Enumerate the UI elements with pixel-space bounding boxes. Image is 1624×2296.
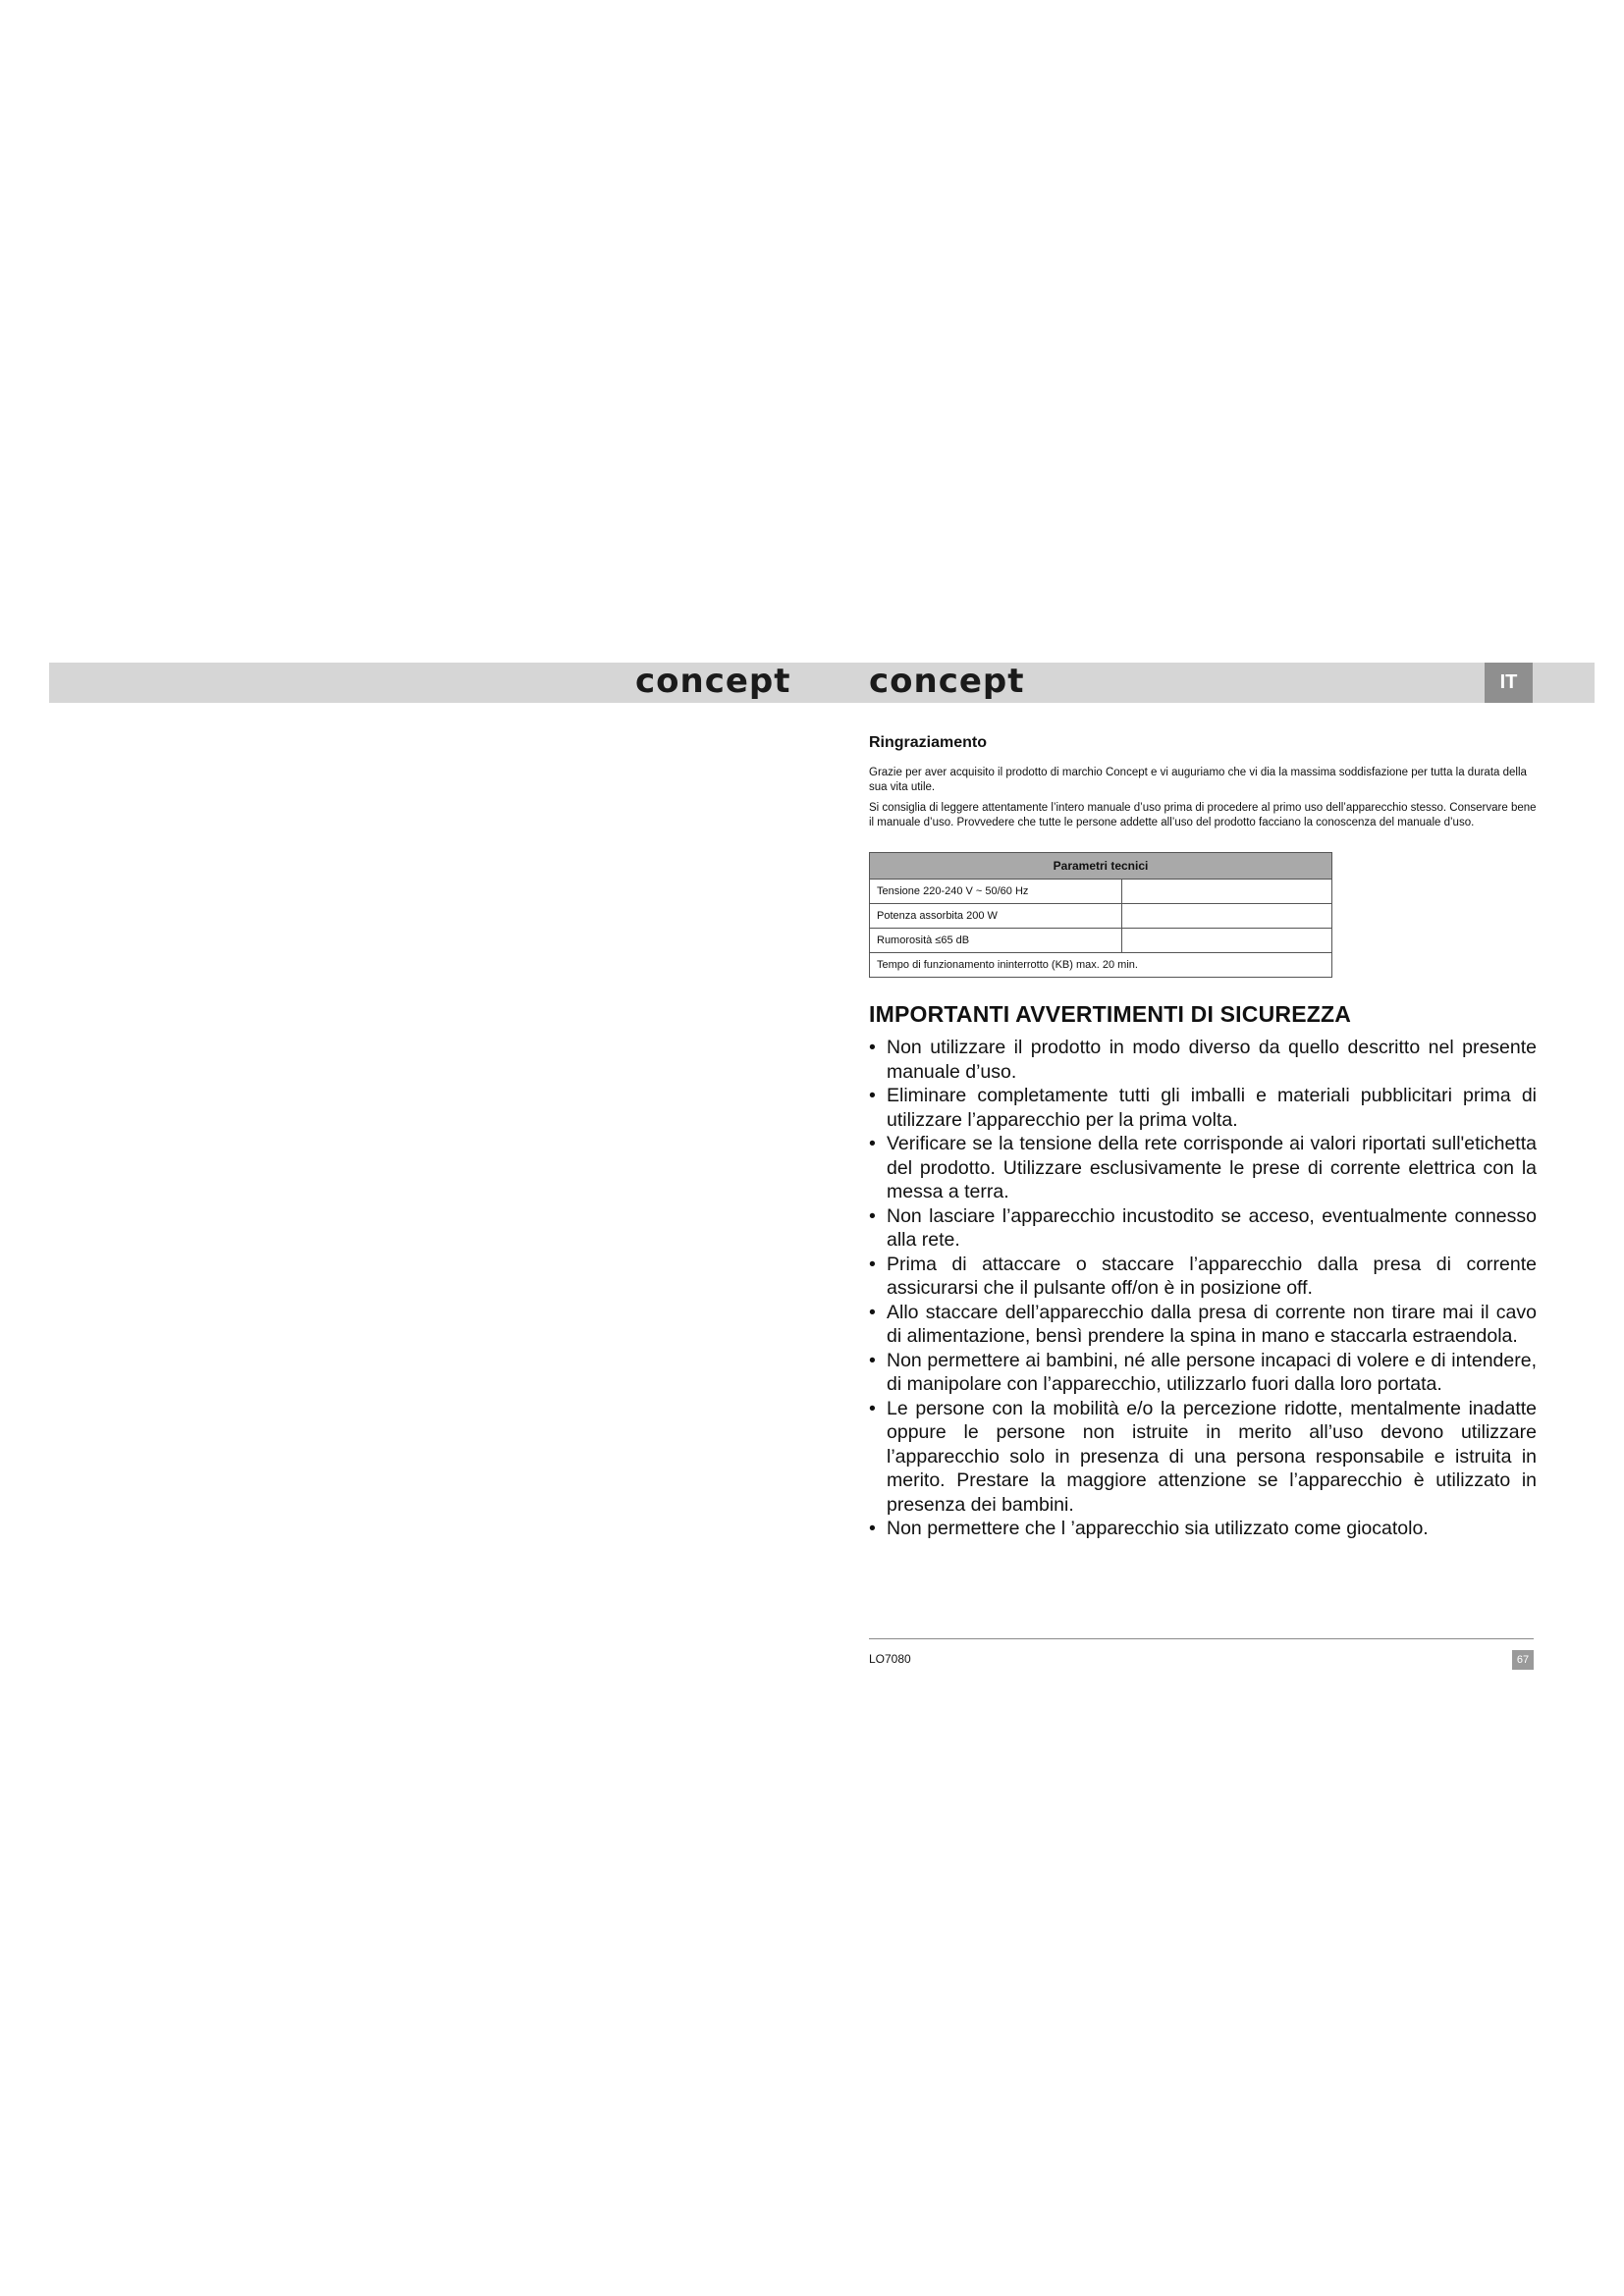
model-number: LO7080 bbox=[869, 1652, 911, 1666]
param-runtime: Tempo di funzionamento ininterrotto (KB) max. 20 min. bbox=[870, 953, 1332, 978]
page-content bbox=[869, 734, 1537, 1541]
param-voltage: Tensione 220-240 V ~ 50/60 Hz bbox=[870, 880, 1122, 904]
list-item: • Prima di attaccare o staccare l’apparecchio dalla presa di corrente assicurarsi che il pulsante off/on è in posizione off. bbox=[869, 1253, 1537, 1301]
intro-paragraph-2: Si consiglia di leggere attentamente l’intero manuale d’uso prima di procedere al primo uso dell’apparecchio stesso. Conservare bene il manuale d’uso. Provvedere che tutte le persone addette all’uso del prodotto facciano la conoscenza del manuale d’uso. bbox=[869, 802, 1537, 828]
language-tab: IT bbox=[1485, 663, 1533, 703]
intro-paragraph-1: Grazie per aver acquisito il prodotto di marchio Concept e vi auguriamo che vi dia la massima soddisfazione per tutta la durata della sua vita utile. bbox=[869, 767, 1527, 793]
header-band bbox=[49, 663, 1595, 703]
technical-parameters-table bbox=[869, 852, 1332, 978]
param-empty-cell bbox=[1122, 929, 1332, 953]
table-row bbox=[870, 953, 1332, 978]
list-item: • Le persone con la mobilità e/o la percezione ridotte, mentalmente inadatte oppure le persone non istruite in merito all’uso devono utilizzare l’apparecchio solo in presenza di una persona responsabile e istruita in merito. Prestare la maggiore attenzione se l’apparecchio è utilizzato in presenza dei bambini. bbox=[869, 1397, 1537, 1518]
param-noise: Rumorosità ≤65 dB bbox=[870, 929, 1122, 953]
page-number: 67 bbox=[1512, 1650, 1534, 1670]
table-row bbox=[870, 929, 1332, 953]
list-item: • Non permettere ai bambini, né alle persone incapaci di volere e di intendere, di manipolare con l’apparecchio, utilizzarlo fuori dalla loro portata. bbox=[869, 1349, 1537, 1397]
footer-divider bbox=[869, 1638, 1534, 1639]
param-power: Potenza assorbita 200 W bbox=[870, 904, 1122, 929]
list-item: • Verificare se la tensione della rete corrisponde ai valori riportati sull'etichetta del prodotto. Utilizzare esclusivamente le prese di corrente elettrica con la messa a terra. bbox=[869, 1132, 1537, 1204]
table-row bbox=[870, 880, 1332, 904]
list-item: • Allo staccare dell’apparecchio dalla presa di corrente non tirare mai il cavo di alimentazione, bensì prendere la spina in mano e staccarla estraendola. bbox=[869, 1301, 1537, 1349]
intro-title: Ringraziamento bbox=[869, 734, 988, 751]
list-item: • Non permettere che l ’apparecchio sia utilizzato come giocatolo. bbox=[869, 1517, 1537, 1541]
brand-logo-right: concept bbox=[869, 662, 1025, 701]
list-item: • Non utilizzare il prodotto in modo diverso da quello descritto nel presente manuale d’uso. bbox=[869, 1036, 1537, 1084]
param-empty-cell bbox=[1122, 880, 1332, 904]
list-item: • Non lasciare l’apparecchio incustodito se acceso, eventualmente connesso alla rete. bbox=[869, 1204, 1537, 1253]
brand-logo-left: concept bbox=[635, 662, 791, 701]
list-item: • Eliminare completamente tutti gli imballi e materiali pubblicitari prima di utilizzare l’apparecchio per la prima volta. bbox=[869, 1084, 1537, 1132]
safety-list bbox=[869, 1036, 1537, 1541]
table-row bbox=[870, 904, 1332, 929]
safety-title: IMPORTANTI AVVERTIMENTI DI SICUREZZA bbox=[869, 1001, 1352, 1027]
param-empty-cell bbox=[1122, 904, 1332, 929]
params-table-header: Parametri tecnici bbox=[870, 853, 1332, 880]
